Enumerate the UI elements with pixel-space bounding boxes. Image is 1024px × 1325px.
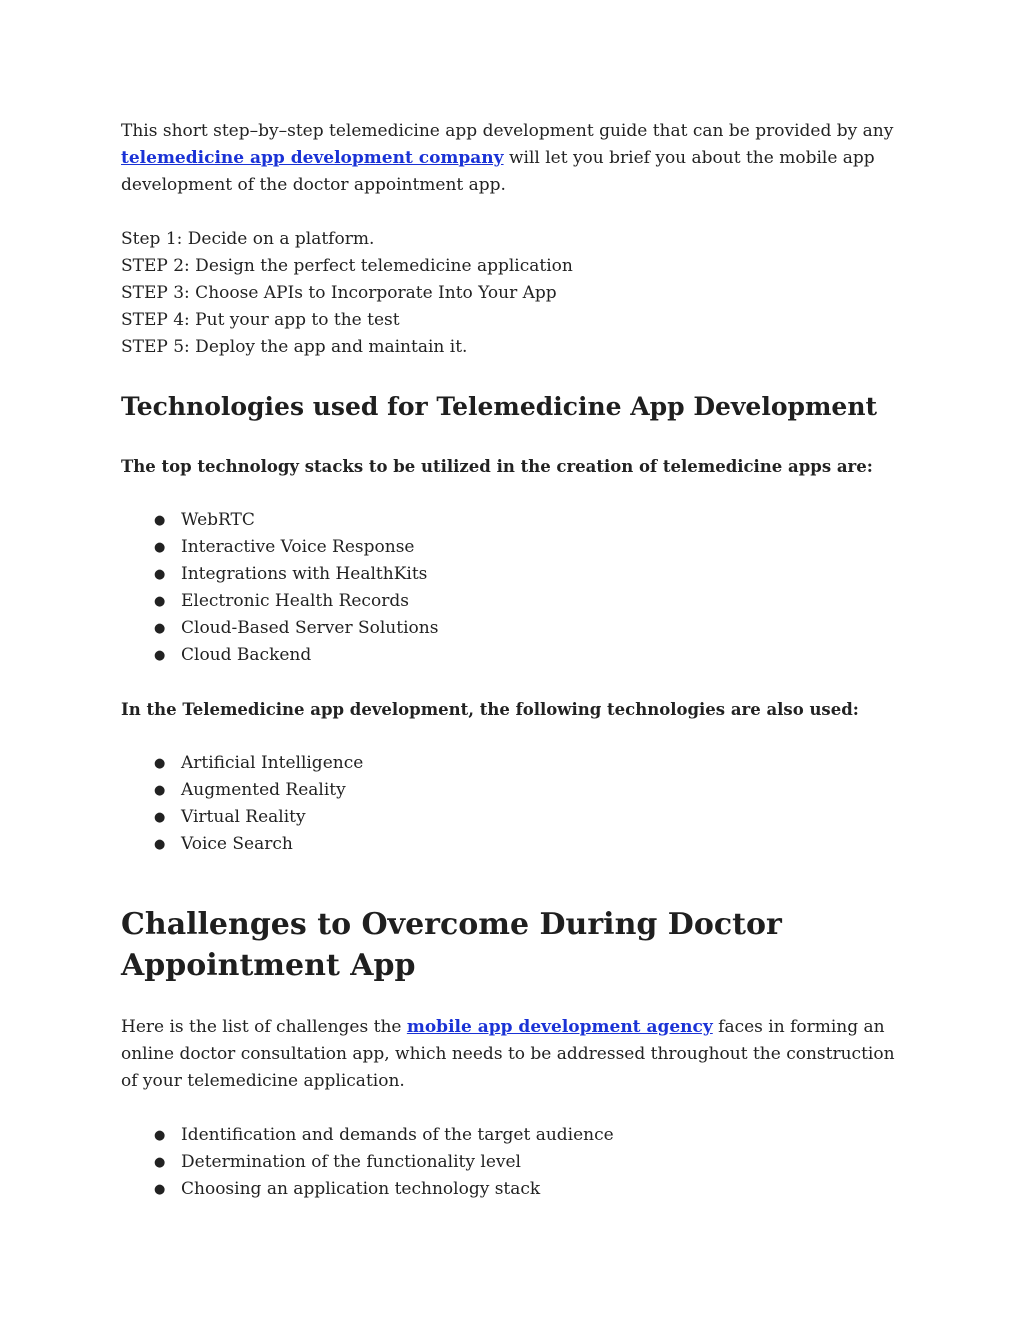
challenges-text-after: faces in forming an online doctor consultation app, which needs to be addressed throughout the construction of your telemedicine application. [121,1017,895,1091]
list-item: ● WebRTC [121,507,901,534]
step-5: STEP 5: Deploy the app and maintain it. [121,337,468,357]
bullet-icon: ● [154,1155,166,1170]
tech-lead-1: The top technology stacks to be utilized in the creation of telemedicine apps are: [121,457,873,476]
bullet-icon: ● [154,513,166,528]
intro-text-before: This short step–by–step telemedicine app development guide that can be provided by any [121,121,894,141]
bullet-icon: ● [154,621,166,636]
bullet-icon: ● [154,540,166,555]
list-item: ● Identification and demands of the target audience [121,1122,901,1149]
bullet-icon: ● [154,567,166,582]
tech-list-1 [121,507,901,669]
list-item: ● Electronic Health Records [121,588,901,615]
step-2: STEP 2: Design the perfect telemedicine application [121,256,573,276]
list-item: ● Cloud-Based Server Solutions [121,615,901,642]
list-item: ● Integrations with HealthKits [121,561,901,588]
challenges-text-before: Here is the list of challenges the [121,1017,407,1037]
step-3: STEP 3: Choose APIs to Incorporate Into Your App [121,283,557,303]
list-item: ● Interactive Voice Response [121,534,901,561]
list-item: ● Augmented Reality [121,777,901,804]
bullet-icon: ● [154,1128,166,1143]
bullet-icon: ● [154,783,166,798]
challenges-heading: Challenges to Overcome During Doctor Appointment App [121,907,782,983]
list-item: ● Cloud Backend [121,642,901,669]
list-item: ● Determination of the functionality level [121,1149,901,1176]
challenges-list [121,1122,901,1203]
intro-paragraph [121,118,901,199]
telemedicine-company-link[interactable]: telemedicine app development company [121,148,504,168]
document-page [121,118,901,1230]
challenges-paragraph [121,1014,901,1095]
bullet-icon: ● [154,1182,166,1197]
list-item: ● Choosing an application technology stack [121,1176,901,1203]
tech-lead-2: In the Telemedicine app development, the following technologies are also used: [121,700,859,719]
tech-list-2 [121,750,901,858]
list-item: ● Artificial Intelligence [121,750,901,777]
bullet-icon: ● [154,837,166,852]
bullet-icon: ● [154,810,166,825]
intro-text-after: will let you brief you about the mobile app development of the doctor appointment app. [121,148,875,195]
list-item: ● Virtual Reality [121,804,901,831]
bullet-icon: ● [154,648,166,663]
technologies-heading: Technologies used for Telemedicine App Development [121,392,878,421]
bullet-icon: ● [154,594,166,609]
step-1: Step 1: Decide on a platform. [121,229,375,249]
step-4: STEP 4: Put your app to the test [121,310,400,330]
mobile-agency-link[interactable]: mobile app development agency [406,1017,713,1037]
bullet-icon: ● [154,756,166,771]
list-item: ● Voice Search [121,831,901,858]
steps-list [121,226,901,361]
